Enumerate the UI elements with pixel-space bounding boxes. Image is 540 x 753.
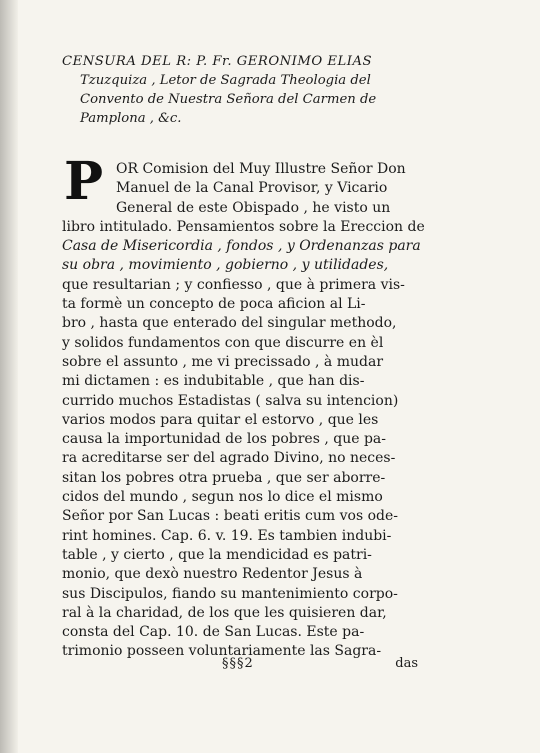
body-line: que resultarian ; y confiesso , que à primera vis- bbox=[62, 276, 405, 293]
signature-mark: §§§2 bbox=[222, 656, 254, 671]
body-line: currido muchos Estadistas ( salva su intencion) bbox=[62, 392, 399, 409]
heading-line: Tzuzquiza , Letor de Sagrada Theologia del bbox=[80, 73, 371, 88]
body-line: rint homines. Cap. 6. v. 19. Es tambien indubi- bbox=[62, 527, 392, 544]
body-line: bro , hasta que enterado del singular methodo, bbox=[62, 315, 397, 332]
censura-heading bbox=[62, 52, 422, 128]
body-line: varios modos para quitar el estorvo , que les bbox=[62, 411, 379, 428]
heading-line: Convento de Nuestra Señora del Carmen de bbox=[80, 92, 377, 107]
body-line: ra acreditarse ser del agrado Divino, no neces- bbox=[62, 450, 396, 467]
body-line: OR Comision del Muy Illustre Señor Don bbox=[116, 161, 406, 177]
body-line: Señor por San Lucas : beati eritis cum vos ode- bbox=[62, 508, 399, 525]
catchword: das bbox=[395, 656, 418, 671]
body-line: table , y cierto , que la mendicidad es patri- bbox=[62, 546, 372, 563]
body-line: ta formè un concepto de poca aficion al Li- bbox=[62, 296, 366, 313]
body-line: su obra , movimiento , gobierno , y utilidades, bbox=[62, 257, 389, 274]
heading-line: Pamplona , &c. bbox=[80, 111, 182, 126]
body-line: Casa de Misericordia , fondos , y Ordenanzas para bbox=[62, 238, 421, 255]
body-line: monio, que dexò nuestro Redentor Jesus à bbox=[62, 566, 363, 583]
heading-line: CENSURA DEL R: P. Fr. GERONIMO ELIAS bbox=[62, 54, 373, 69]
body-line: sus Discipulos, fiando su mantenimiento corpo- bbox=[62, 585, 398, 602]
body-line: causa la importunidad de los pobres , que pa- bbox=[62, 431, 387, 448]
body-line: y solidos fundamentos con que discurre en èl bbox=[62, 334, 384, 351]
drop-cap: P bbox=[64, 151, 104, 212]
body-line: ral à la charidad, de los que les quisieren dar, bbox=[62, 604, 387, 621]
page-gutter-shadow bbox=[0, 0, 18, 753]
body-line: Manuel de la Canal Provisor, y Vicario bbox=[116, 180, 388, 197]
body-paragraph bbox=[62, 160, 425, 662]
body-line: sobre el assunto , me vi precissado , à mudar bbox=[62, 353, 384, 370]
body-line: mi dictamen : es indubitable , que han dis- bbox=[62, 373, 365, 390]
body-line: consta del Cap. 10. de San Lucas. Este pa- bbox=[62, 624, 365, 641]
body-line: libro intitulado. Pensamientos sobre la Ereccion de bbox=[62, 218, 425, 235]
body-line: General de este Obispado , he visto un bbox=[116, 199, 391, 216]
body-line: trimonio posseen voluntariamente las Sagra- bbox=[62, 643, 382, 660]
body-line: cidos del mundo , segun nos lo dice el mismo bbox=[62, 489, 383, 506]
body-line: sitan los pobres otra prueba , que ser aborre- bbox=[62, 469, 386, 486]
